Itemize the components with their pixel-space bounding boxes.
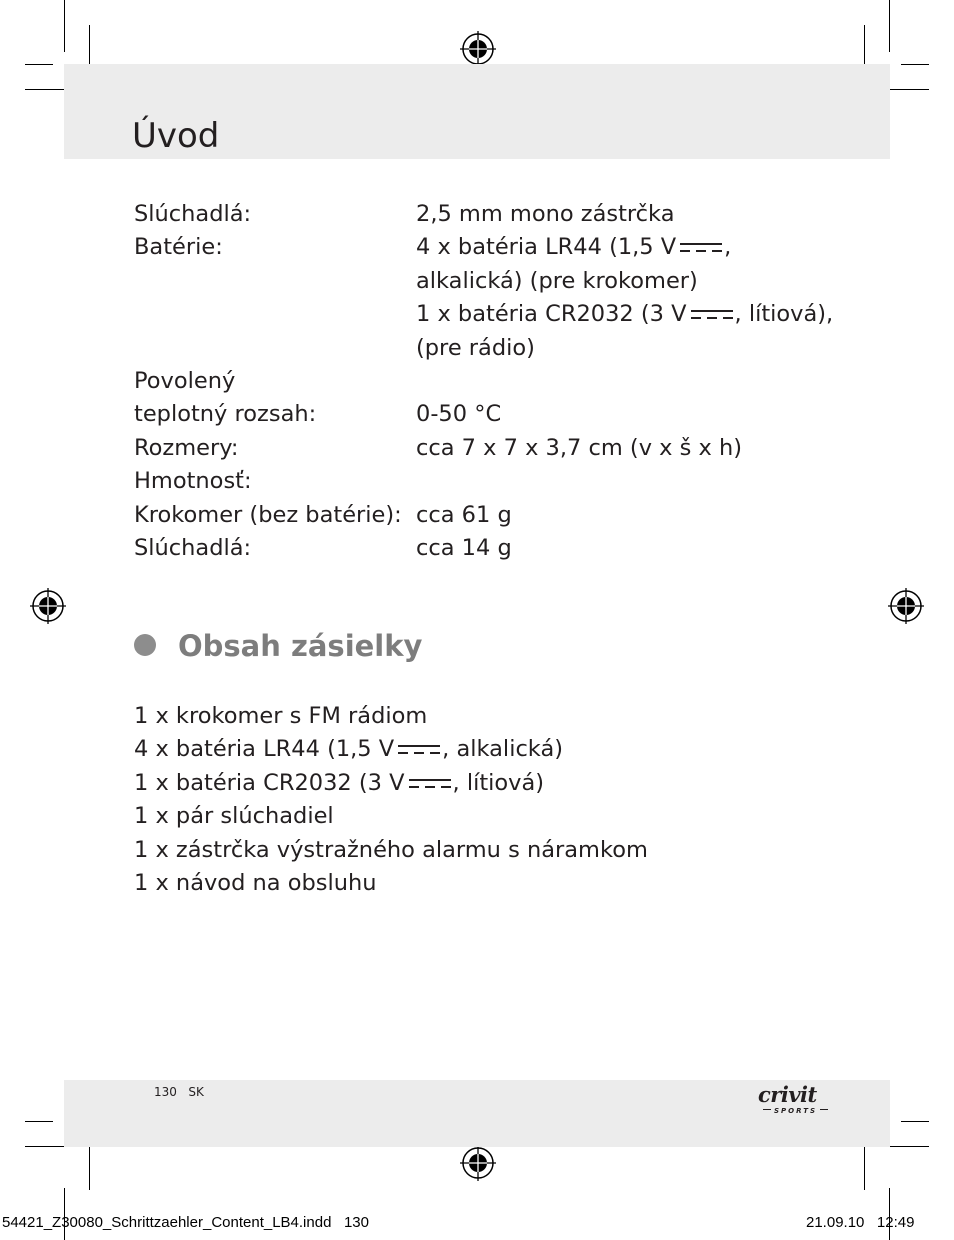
page-number: 130 [154, 1085, 177, 1099]
language-code: SK [188, 1085, 204, 1099]
slug-date: 21.09.10 [806, 1214, 865, 1231]
page-number-language [154, 1085, 204, 1099]
text-run: , [724, 234, 732, 261]
text-run: , lítiová) [452, 769, 545, 796]
text-run: , alkalická) [442, 736, 564, 763]
spec-value [416, 198, 674, 231]
spec-label: teplotný rozsah: [134, 401, 317, 428]
crop-mark [889, 0, 890, 52]
crop-mark [864, 1142, 865, 1190]
text-run: , lítiová), [734, 301, 834, 328]
spec-label: Krokomer (bez batérie): [134, 501, 402, 528]
slug-file-info [2, 1214, 369, 1231]
spec-value [416, 231, 731, 264]
slug-filename: 54421_Z30080_Schrittzaehler_Content_LB4.indd [2, 1214, 332, 1231]
page-title: Úvod [132, 116, 220, 156]
registration-mark-icon [460, 1145, 496, 1181]
spec-label: Slúchadlá: [134, 535, 252, 561]
text-run: cca 7 x 7 x 3,7 cm (v x š x h) [416, 434, 743, 461]
text-run: cca 61 g [416, 501, 512, 528]
text-run: 0-50 °C [416, 401, 502, 428]
list-item [134, 767, 648, 800]
spec-label: Povolený [134, 368, 236, 394]
crop-mark [901, 1121, 929, 1122]
text-run: 1 x krokomer s FM rádiom [134, 703, 428, 729]
spec-label: Slúchadlá: [134, 201, 252, 227]
dc-voltage-symbol-icon [680, 242, 722, 253]
spec-label: Rozmery: [134, 434, 239, 461]
package-contents-list [134, 700, 648, 900]
spec-value [416, 398, 501, 431]
section-title: Obsah zásielky [178, 629, 423, 663]
slug-page: 130 [343, 1214, 369, 1231]
crop-mark [25, 64, 53, 65]
dc-voltage-symbol-icon [398, 744, 440, 755]
crop-mark [25, 1121, 53, 1122]
spec-value [416, 432, 742, 465]
text-run: alkalická) (pre krokomer) [416, 267, 698, 294]
slug-time: 12:49 [876, 1214, 915, 1231]
slug-datetime [806, 1214, 914, 1231]
text-run: cca 14 g [416, 535, 512, 561]
crop-mark [901, 64, 929, 65]
list-item [134, 700, 648, 733]
section-bullet-icon [134, 634, 156, 656]
list-item [134, 834, 648, 867]
text-run: 1 x batéria CR2032 (3 V [416, 301, 687, 328]
text-run: 1 x zástrčka výstražného alarmu s náramkom [134, 836, 648, 863]
list-item [134, 800, 648, 833]
spec-value [416, 265, 698, 298]
registration-mark-icon [460, 31, 496, 67]
text-run: 1 x pár slúchadiel [134, 803, 334, 830]
text-run: 4 x batéria LR44 (1,5 V [134, 736, 395, 763]
text-run: 4 x batéria LR44 (1,5 V [416, 234, 677, 261]
spec-value [416, 532, 512, 565]
dc-voltage-symbol-icon [409, 778, 451, 789]
crop-mark [89, 1142, 90, 1190]
dc-voltage-symbol-icon [691, 309, 733, 320]
crop-mark [64, 0, 65, 52]
list-item [134, 733, 648, 766]
spec-value [416, 499, 512, 532]
registration-mark-icon [888, 588, 924, 624]
spec-label: Hmotnosť: [134, 468, 252, 495]
list-item [134, 867, 648, 900]
text-run: (pre rádio) [416, 334, 535, 361]
text-run: 1 x batéria CR2032 (3 V [134, 769, 405, 796]
brand-logo: crivit [758, 1082, 817, 1107]
brand-logo-sub: SPORTS [760, 1107, 831, 1115]
spec-value [416, 332, 535, 365]
text-run: 1 x návod na obsluhu [134, 870, 377, 897]
registration-mark-icon [30, 588, 66, 624]
spec-value [416, 298, 833, 331]
text-run: 2,5 mm mono zástrčka [416, 201, 675, 227]
spec-label: Batérie: [134, 234, 223, 261]
